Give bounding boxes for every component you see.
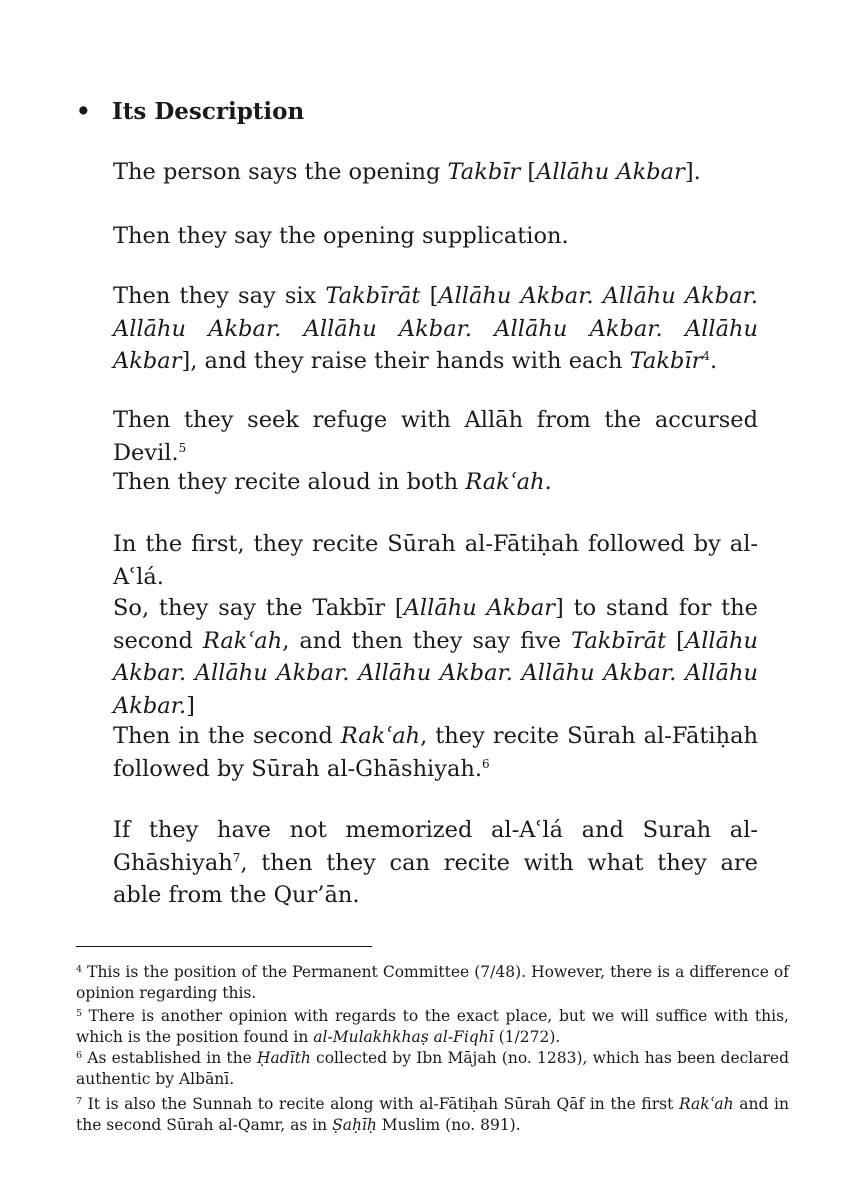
paragraph-second-rakah-takbir: So, they say the Takbīr [Allāhu Akbar] to stand for the second Rakʿah, and then they say five Takbīrāt [Allāhu Akbar. Allāhu Akbar. Allāhu Akbar. Allāhu Akbar. Allāhu Akbar.]: [113, 595, 758, 719]
section-heading: [76, 92, 304, 132]
paragraph-six-takbirat: Then they say six Takbīrāt [Allāhu Akbar. Allāhu Akbar. Allāhu Akbar. Allāhu Akbar. Allāhu Akbar. Allāhu Akbar], and they raise their hands with each Takbīr$^4$.: [113, 283, 758, 374]
footnote-divider: [76, 946, 372, 947]
paragraph-not-memorized: If they have not memorized al-Aʿlá and Surah al-Ghāshiyah$^7$, then they can recite with what they are able from the Qur’ān.: [113, 817, 758, 908]
paragraph-opening-takbir: The person says the opening Takbīr [Allāhu Akbar].: [113, 159, 701, 185]
footnote-4: $^4$ This is the position of the Permanent Committee (7/48). However, there is a difference of opinion regarding this.: [76, 963, 789, 1002]
section-heading-text: Its Description: [112, 98, 305, 125]
footnote-ref-4: 4: [702, 349, 710, 363]
paragraph-recite-aloud: Then they recite aloud in both Rakʿah.: [113, 469, 552, 495]
footnote-6: $^6$ As established in the Ḥadīth collected by Ibn Mājah (no. 1283), which has been declared authentic by Albānī.: [76, 1049, 789, 1088]
paragraph-seek-refuge: Then they seek refuge with Allāh from the accursed Devil.$^5$: [113, 407, 758, 466]
paragraph-opening-supplication: Then they say the opening supplication.: [113, 223, 569, 249]
footnote-ref-6: 6: [482, 756, 490, 771]
paragraph-second-rakah-recitation: Then in the second Rakʿah, they recite Sūrah al-Fātiḥah followed by Sūrah al-Ghāshiyah.$^6$: [113, 723, 758, 782]
bullet-icon: •: [76, 98, 91, 125]
footnote-5: $^5$ There is another opinion with regards to the exact place, but we will suffice with this, which is the position found in al-Mulakhkhaṣ al-Fiqhī (1/272).: [76, 1007, 789, 1046]
paragraph-first-rakah: In the first, they recite Sūrah al-Fātiḥah followed by al-Aʿlá.: [113, 531, 758, 590]
footnote-ref-7: 7: [232, 850, 241, 865]
footnote-ref-5: 5: [178, 440, 187, 455]
footnote-7: $^7$ It is also the Sunnah to recite along with al-Fātiḥah Sūrah Qāf in the first Rakʿah and in the second Sūrah al-Qamr, as in Ṣaḥīḥ Muslim (no. 891).: [76, 1095, 789, 1134]
